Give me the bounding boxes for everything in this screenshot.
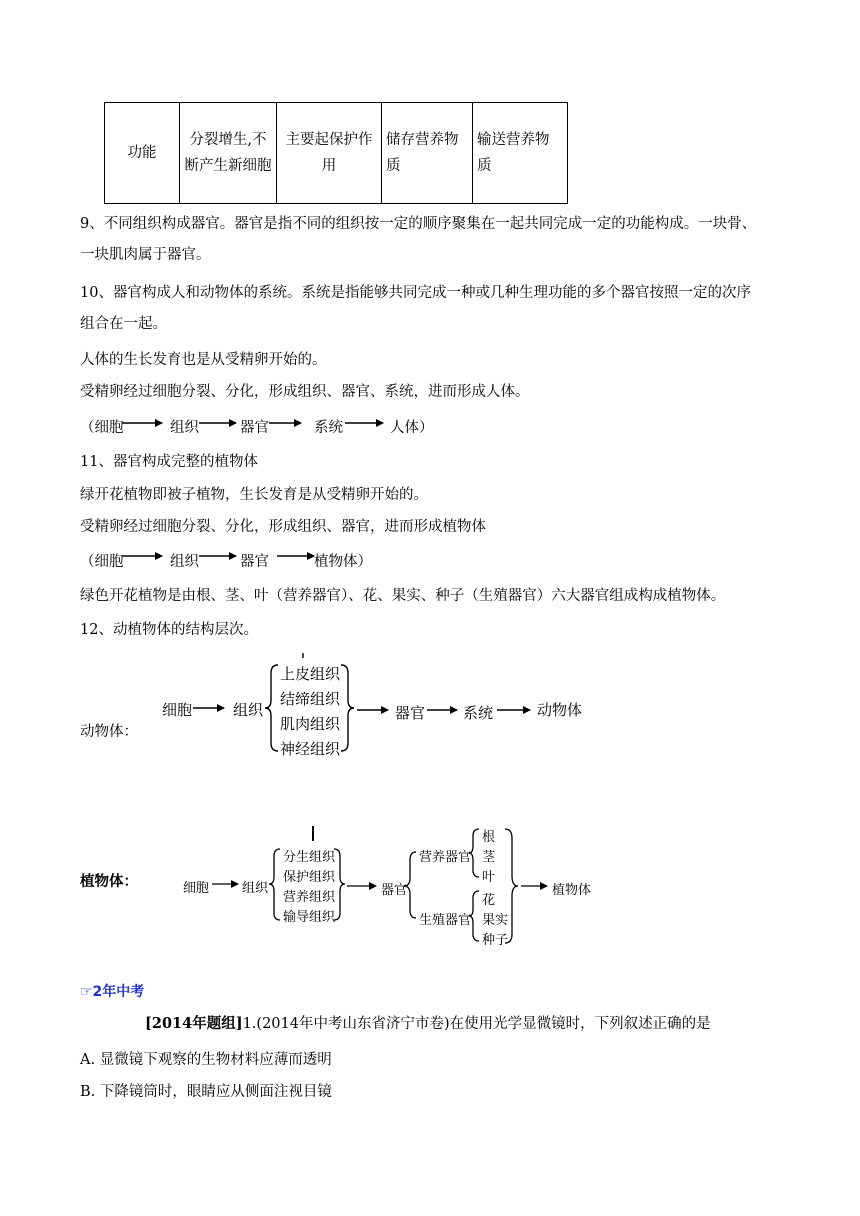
- table-cell: 输送营养物质: [473, 103, 568, 204]
- plant-repro-fruit: 果实: [482, 913, 509, 928]
- animal-right-brace: [341, 665, 354, 751]
- plant-tissue-conductive: 输导组织: [283, 910, 336, 925]
- option-a: A. 显微镜下观察的生物材料应薄而透明: [80, 1052, 332, 1068]
- plant-flow-tissue: 组织: [170, 554, 199, 570]
- plant-veg-organ: 营养器官: [419, 850, 472, 865]
- paragraph-12: 12、动植物体的结构层次。: [80, 622, 258, 638]
- plant-label: 植物体：: [80, 873, 138, 890]
- exam-question-text: 1.(2014年中考山东省济宁市卷)在使用光学显微镜时，下列叙述正确的是: [242, 1016, 711, 1032]
- table-cell: 功能: [105, 103, 180, 204]
- plant-repro-flower: 花: [482, 893, 496, 908]
- human-flow-system: 系统: [314, 420, 343, 436]
- plant-tissue: 组织: [242, 881, 269, 896]
- animal-cell: 细胞: [162, 701, 193, 719]
- plant-repro-seed: 种子: [482, 933, 509, 948]
- plant-flow-organ: 器官: [240, 554, 269, 570]
- plant-repro-brace: [469, 891, 479, 941]
- human-development-text: 受精卵经过细胞分裂、分化，形成组织、器官、系统，进而形成人体。: [80, 384, 530, 400]
- paragraph-11: 11、器官构成完整的植物体: [80, 454, 258, 470]
- human-flow-body: 人体）: [390, 420, 434, 436]
- animal-tissue: 组织: [233, 701, 264, 719]
- paragraph-10: 10、器官构成人和动物体的系统。系统是指能够共同完成一种或几种生理功能的多个器官按照一定的次序: [80, 285, 751, 301]
- human-flow-tissue: 组织: [170, 420, 199, 436]
- table-cell: 分裂增生,不断产生新细胞: [180, 103, 277, 204]
- animal-label: 动物体：: [80, 724, 138, 740]
- plant-tissue-nutritive: 营养组织: [283, 890, 336, 905]
- plant-tissue-meristem: 分生组织: [283, 850, 336, 865]
- animal-tissue-muscle: 肌肉组织: [280, 715, 341, 733]
- human-flow-organ: 器官: [240, 420, 269, 436]
- plant-veg-root: 根: [482, 830, 496, 845]
- plant-flow-body: 植物体）: [314, 554, 372, 570]
- plant-organ-brace: [404, 852, 416, 918]
- animal-tissue-nerve: 神经组织: [280, 740, 341, 758]
- plant-veg-leaf: 叶: [482, 870, 496, 885]
- plant-right-brace: [334, 849, 345, 920]
- animal-left-brace: [265, 665, 278, 751]
- paragraph-9: 9、不同组织构成器官。器官是指不同的组织按一定的顺序聚集在一起共同完成一定的功能构成。一块骨、: [80, 216, 757, 232]
- plant-tissue-protective: 保护组织: [283, 870, 336, 885]
- exam-tag: [2014年题组]: [145, 1015, 243, 1032]
- paragraph-9-cont: 一块肌肉属于器官。: [80, 247, 211, 263]
- plant-flow-cell: （细胞: [80, 554, 124, 570]
- plant-final-brace: [505, 829, 518, 943]
- exam-section-title: ☞2年中考: [80, 984, 145, 1000]
- plant-organs-text: 绿色开花植物是由根、茎、叶（营养器官）、花、果实、种子（生殖器官）六大器官组成构成植物体。: [80, 588, 726, 604]
- plant-veg-brace: [469, 829, 479, 877]
- plant-body: 植物体: [552, 883, 592, 898]
- plant-cell: 细胞: [183, 881, 210, 896]
- table-cell: 主要起保护作用: [277, 103, 382, 204]
- animal-system: 系统: [463, 704, 494, 722]
- animal-tissue-connective: 结缔组织: [280, 690, 341, 708]
- paragraph-10-cont: 组合在一起。: [80, 316, 167, 332]
- human-growth-text: 人体的生长发育也是从受精卵开始的。: [80, 352, 327, 368]
- option-b: B. 下降镜筒时，眼睛应从侧面注视目镜: [80, 1084, 332, 1100]
- plant-repro-organ: 生殖器官: [419, 913, 472, 928]
- plant-development-text: 受精卵经过细胞分裂、分化，形成组织、器官，进而形成植物体: [80, 519, 486, 535]
- plant-left-brace: [269, 849, 280, 920]
- human-flow-cell: （细胞: [80, 420, 124, 436]
- plant-organ: 器官: [381, 883, 408, 898]
- animal-organ: 器官: [395, 704, 426, 722]
- plant-veg-stem: 茎: [482, 850, 496, 865]
- animal-body: 动物体: [537, 701, 583, 719]
- plant-growth-text: 绿开花植物即被子植物，生长发育是从受精卵开始的。: [80, 487, 428, 503]
- table-cell: 储存营养物质: [382, 103, 473, 204]
- animal-tissue-epithelial: 上皮组织: [280, 665, 341, 683]
